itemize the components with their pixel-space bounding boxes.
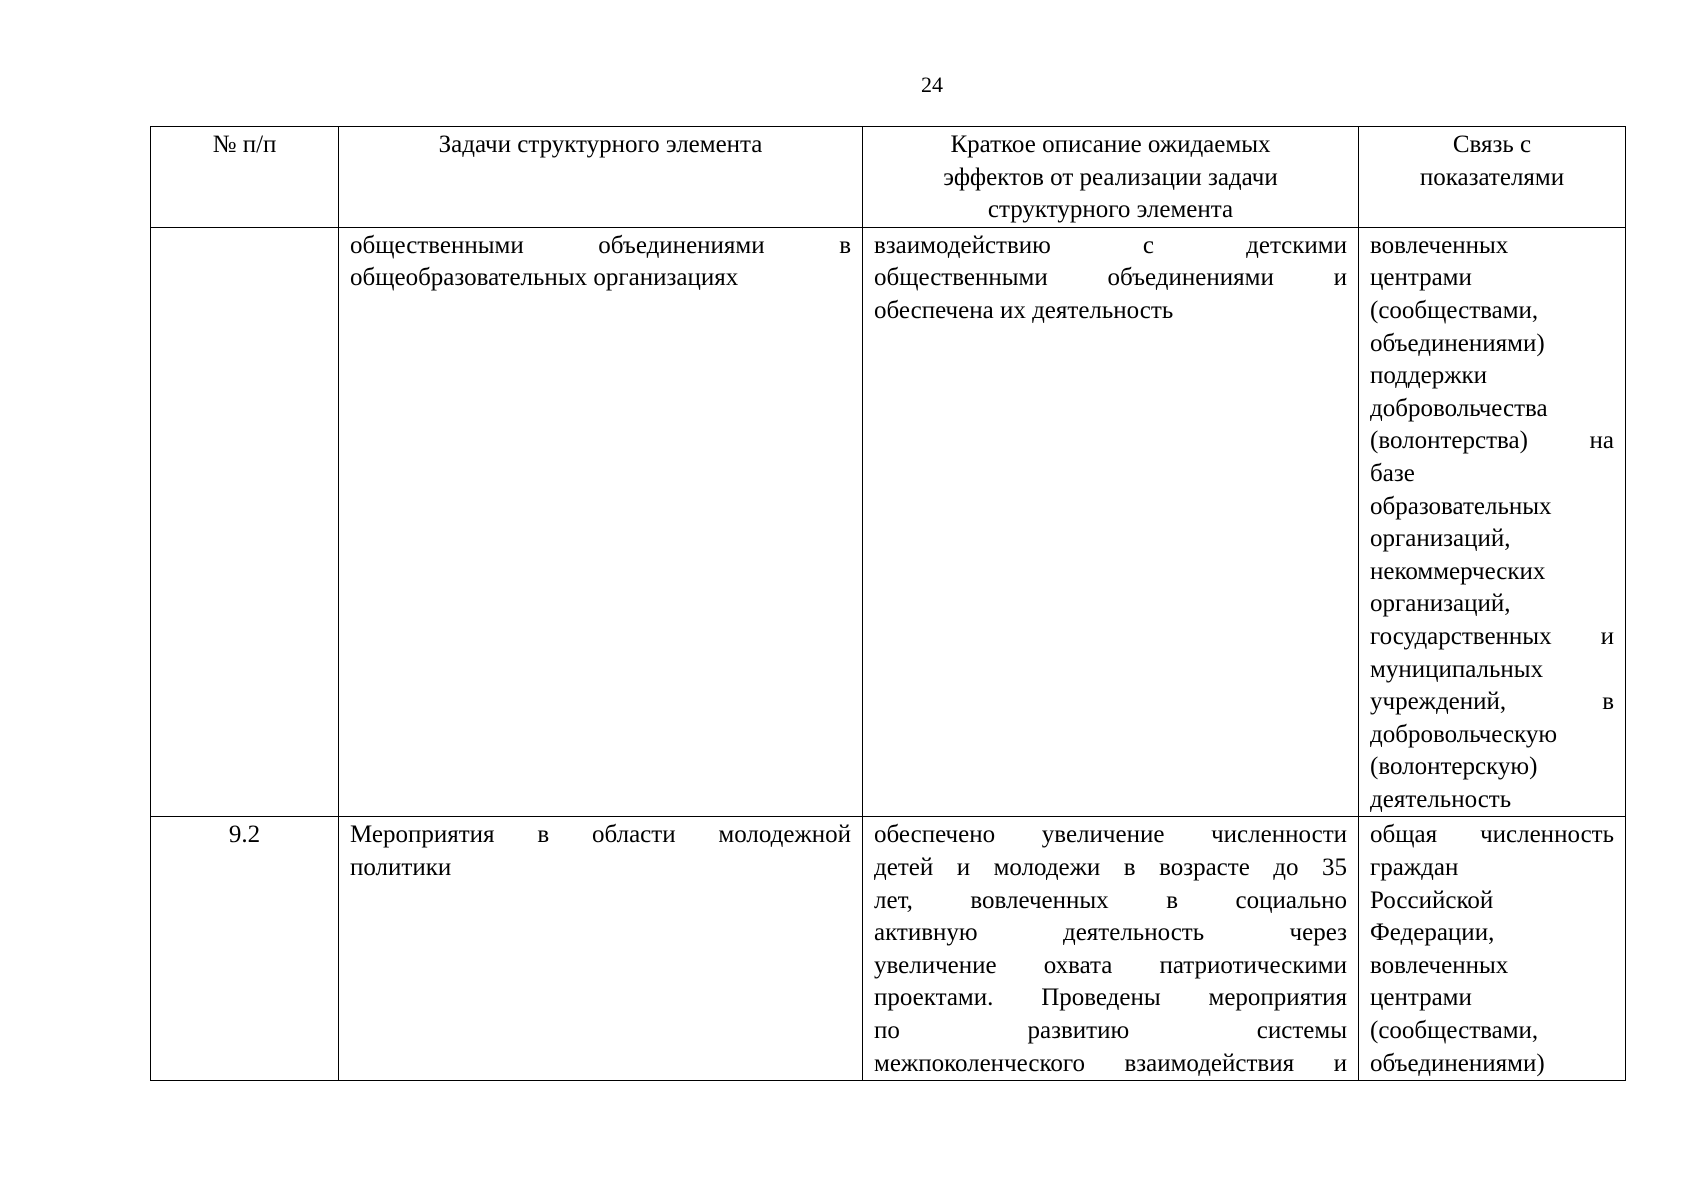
link-line: образовательных xyxy=(1370,492,1552,520)
link-cell xyxy=(1359,227,1626,817)
link-line: добровольческую xyxy=(1370,720,1558,748)
task-line: общественными объединениями в xyxy=(350,231,851,259)
table-row xyxy=(151,817,1626,1081)
effect-line: увеличение охвата патриотическими xyxy=(874,951,1347,979)
link-line: (сообществами, xyxy=(1370,296,1539,324)
effect-cell xyxy=(863,817,1359,1081)
header-link-line: показателями xyxy=(1419,163,1565,191)
task-cell xyxy=(339,227,863,817)
link-line: граждан xyxy=(1370,854,1459,882)
effect-line: детей и молодежи в возрасте до 35 xyxy=(874,854,1347,882)
link-line: вовлеченных xyxy=(1370,231,1509,259)
effect-line: обеспечено увеличение численности xyxy=(874,821,1347,849)
link-line: вовлеченных xyxy=(1370,951,1509,979)
effect-cell xyxy=(863,227,1359,817)
link-line: Федерации, xyxy=(1370,919,1495,947)
link-cell xyxy=(1359,817,1626,1081)
link-line: центрами xyxy=(1370,264,1472,292)
effect-line: взаимодействию с детскими xyxy=(874,231,1347,259)
link-line: объединениями) xyxy=(1370,1049,1545,1077)
task-line: Мероприятия в области молодежной xyxy=(350,821,851,849)
link-line: организаций, xyxy=(1370,525,1511,553)
link-line: (волонтерскую) xyxy=(1370,753,1538,781)
link-line: базе xyxy=(1370,459,1415,487)
header-effect-line: структурного элемента xyxy=(987,196,1234,224)
link-line: общая численность xyxy=(1370,821,1614,849)
effect-line: по развитию системы xyxy=(874,1017,1347,1045)
link-line: учреждений, в xyxy=(1370,688,1614,716)
task-cell xyxy=(339,817,863,1081)
header-link xyxy=(1359,127,1626,228)
link-line: центрами xyxy=(1370,984,1472,1012)
link-line: поддержки xyxy=(1370,362,1487,390)
link-line: деятельность xyxy=(1370,785,1512,813)
link-line: объединениями) xyxy=(1370,329,1545,357)
row-number-cell: 9.2 xyxy=(151,817,339,1081)
effect-line: обеспечена их деятельность xyxy=(874,296,1174,324)
header-effect-line: эффектов от реализации задачи xyxy=(943,163,1278,191)
link-line: (волонтерства) на xyxy=(1370,427,1614,455)
effect-line: общественными объединениями и xyxy=(874,264,1347,292)
task-line: общеобразовательных организациях xyxy=(350,264,739,292)
task-line: политики xyxy=(350,854,452,882)
row-number-cell xyxy=(151,227,339,817)
header-effect-line: Краткое описание ожидаемых xyxy=(950,131,1271,158)
link-line: добровольчества xyxy=(1370,394,1548,422)
link-line: (сообществами, xyxy=(1370,1017,1539,1045)
effect-line: проектами. Проведены мероприятия xyxy=(874,984,1347,1012)
header-link-line: Связь с xyxy=(1452,131,1532,158)
link-line: муниципальных xyxy=(1370,655,1544,683)
effect-line: активную деятельность через xyxy=(874,919,1347,947)
link-line: Российской xyxy=(1370,886,1494,914)
table-header-row xyxy=(151,127,1626,228)
header-effect xyxy=(863,127,1359,228)
effect-line: лет, вовлеченных в социально xyxy=(874,886,1347,914)
document-table xyxy=(150,126,1626,1081)
table-row xyxy=(151,227,1626,817)
page-number: 24 xyxy=(921,72,943,97)
link-line: организаций, xyxy=(1370,590,1511,618)
header-task: Задачи структурного элемента xyxy=(339,127,863,228)
link-line: государственных и xyxy=(1370,622,1614,650)
link-line: некоммерческих xyxy=(1370,557,1546,585)
header-number: № п/п xyxy=(151,127,339,228)
effect-line: межпоколенческого взаимодействия и xyxy=(874,1049,1347,1077)
